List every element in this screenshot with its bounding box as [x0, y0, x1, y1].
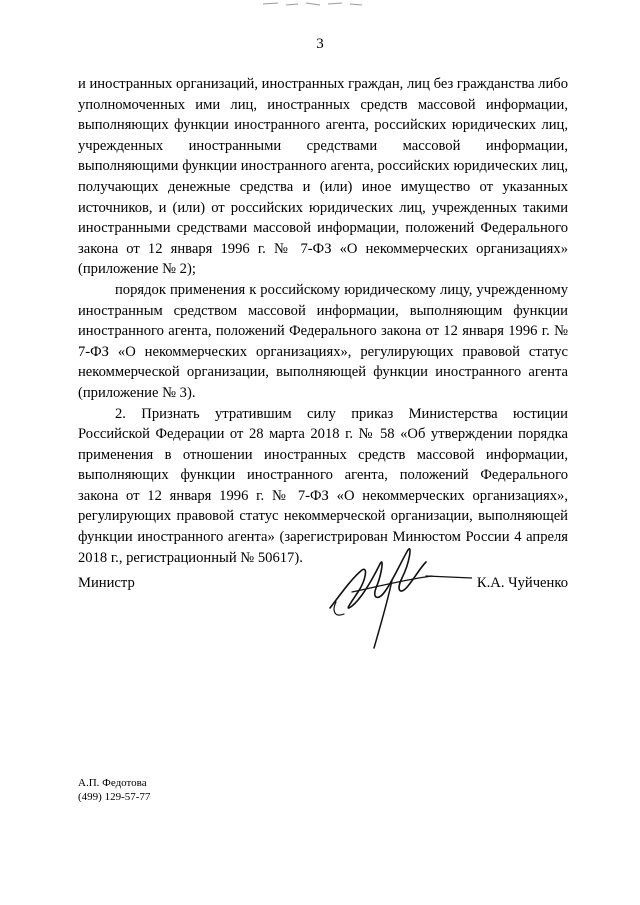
- executor-info: [78, 777, 150, 804]
- page-number: 3: [316, 36, 324, 52]
- signatory-name: К.А. Чуйченко: [476, 575, 568, 591]
- executor-name: А.П. Федотова: [78, 777, 147, 789]
- handwritten-signature: [322, 540, 472, 655]
- executor-phone: (499) 129-57-77: [78, 790, 151, 803]
- signatory-title: Министр: [78, 575, 135, 591]
- paragraph-continuation: и иностранных организаций, иностранных граждан, лиц без гражданства либо уполномоченных ими лиц, иностранных средств массовой информации, выполняющих функции иностранного агента, российских юридических лиц, учрежденных иностранными средствами массовой информации, выполняющими функции иностранного агента, российских юридических лиц, получающих денежные средства и (или) иное имущество от указанных источников, и (или) от российских юридических лиц, учрежденных такими иностранными средствами массовой информации, положений Федерального закона от 12 января 1996 г. № 7-ФЗ «О некоммерческих организациях» (приложение № 2);: [78, 76, 568, 278]
- paragraph-item-2: 2. Признать утратившим силу приказ Министерства юстиции Российской Федерации от 28 марта 2018 г. № 58 «Об утверждении порядка применения в отношении иностранных средств массовой информации, выполняющих функции иностранного агента, положений Федерального закона от 12 января 1996 г. № 7-ФЗ «О некоммерческих организациях», регулирующих правовой статус некоммерческой организации, выполняющей функции иностранного агента» (зарегистрирован Минюстом России 4 апреля 2018 г., регистрационный № 50617).: [78, 405, 568, 566]
- paragraph-appendix-3: порядок применения к российскому юридическому лицу, учрежденному иностранным средством массовой информации, выполняющим функции иностранного агента, положений Федерального закона от 12 января 1996 г. № 7-ФЗ «О некоммерческих организациях», регулирующих правовой статус некоммерческой организации, выполняющей функции иностранного агента (приложение № 3).: [78, 281, 568, 401]
- document-body: [78, 74, 568, 568]
- scan-stamp-mark: [258, 0, 368, 8]
